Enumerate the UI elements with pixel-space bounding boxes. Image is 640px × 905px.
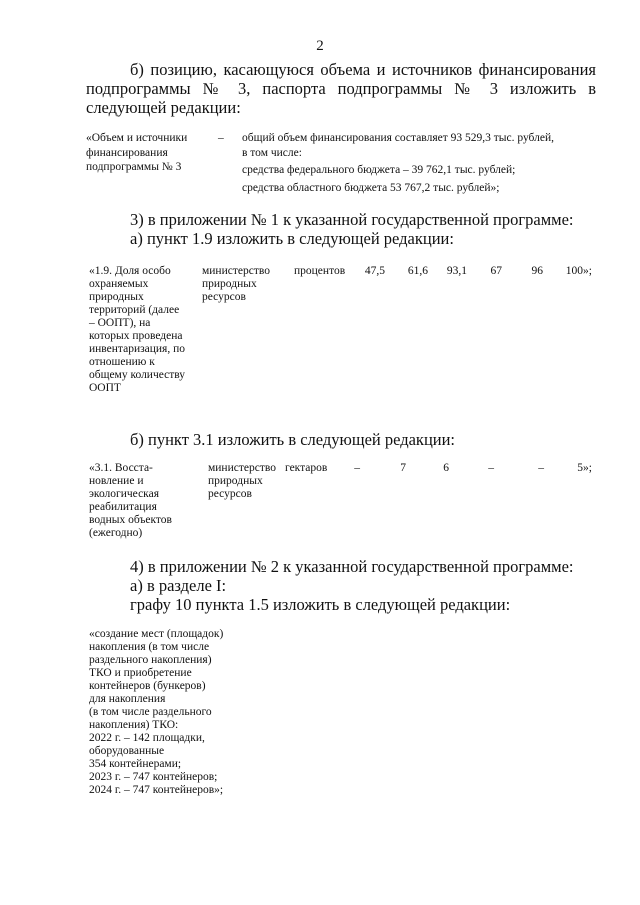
passport-dash: – xyxy=(218,132,224,144)
column-10-line: ТКО и приобретение xyxy=(89,667,192,679)
row-3-1-value: 7 xyxy=(400,462,406,474)
row-1-9-ministry: министерство природных ресурсов xyxy=(202,265,270,303)
column-10-line: контейнеров (бункеров) xyxy=(89,680,206,692)
passport-line: средства федерального бюджета – 39 762,1 тыс. рублей; xyxy=(242,164,516,176)
row-3-1-value: – xyxy=(488,462,494,474)
row-1-9-value: 96 xyxy=(531,265,543,277)
column-10-text xyxy=(89,628,289,797)
row-3-1-unit: гектаров xyxy=(285,462,328,474)
page-number: 2 xyxy=(316,38,324,54)
passport-line: в том числе: xyxy=(242,146,302,159)
item-3: 3) в приложении № 1 к указанной государственной программе: xyxy=(130,210,574,229)
column-10-line: 2022 г. – 142 площадки, xyxy=(89,732,205,744)
column-10-line: раздельного накопления) xyxy=(89,654,212,666)
column-10-line: для накопления xyxy=(89,693,166,705)
row-1-9-value: 61,6 xyxy=(407,265,428,277)
column-10-line: 354 контейнерами; xyxy=(89,758,182,770)
row-3-1-name: «3.1. Восста-новление и экологическая реабилитация водных объектов (ежегодно) xyxy=(89,462,172,539)
column-10-line: оборудованные xyxy=(89,745,165,757)
column-10-line: накопления) ТКО: xyxy=(89,719,179,731)
column-10-line: «создание мест (площадок) xyxy=(89,628,224,640)
row-1-9-value: 100»; xyxy=(565,265,592,277)
row-1-9-value: 67 xyxy=(490,265,502,277)
passport-label: «Объем и источники финансирования подпрограммы № 3 xyxy=(86,132,188,173)
row-3-1-value: 5»; xyxy=(577,462,592,474)
item-4a: а) в разделе I: xyxy=(130,576,227,595)
row-1-9-unit: процентов xyxy=(294,265,346,277)
row-3-1-value: – xyxy=(354,462,360,474)
row-1-9-value: 47,5 xyxy=(364,265,385,277)
passport-content xyxy=(242,131,602,195)
column-10-line: 2023 г. – 747 контейнеров; xyxy=(89,771,218,783)
row-1-9-value: 93,1 xyxy=(446,265,467,277)
item-3b: б) пункт 3.1 изложить в следующей редакции: xyxy=(130,430,456,449)
passport-line: средства областного бюджета 53 767,2 тыс. рублей»; xyxy=(242,181,500,194)
column-10-line: накопления (в том числе xyxy=(89,641,210,653)
row-1-9-name: «1.9. Доля особо охраняемых природных территорий (далее – ООПТ), на которых проведена инвентаризация, по отношению к общему количеству ООПТ xyxy=(89,265,186,394)
row-3-1-value: 6 xyxy=(443,462,449,474)
column-10-line: (в том числе раздельного xyxy=(89,706,212,718)
item-4: 4) в приложении № 2 к указанной государственной программе: xyxy=(130,557,574,576)
row-3-1-value: – xyxy=(538,462,544,474)
item-b-intro: б) позицию, касающуюся объема и источников финансирования подпрограммы № 3, паспорта подпрограммы № 3 изложить в следующей редакции: xyxy=(86,60,596,117)
column-10-line: 2024 г. – 747 контейнеров»; xyxy=(89,784,224,796)
passport-line: общий объем финансирования составляет 93 529,3 тыс. рублей, xyxy=(242,132,554,144)
item-3a: а) пункт 1.9 изложить в следующей редакции: xyxy=(130,229,454,248)
item-4a-column: графу 10 пункта 1.5 изложить в следующей редакции: xyxy=(130,595,511,614)
row-3-1-ministry: министерство природных ресурсов xyxy=(208,462,276,500)
